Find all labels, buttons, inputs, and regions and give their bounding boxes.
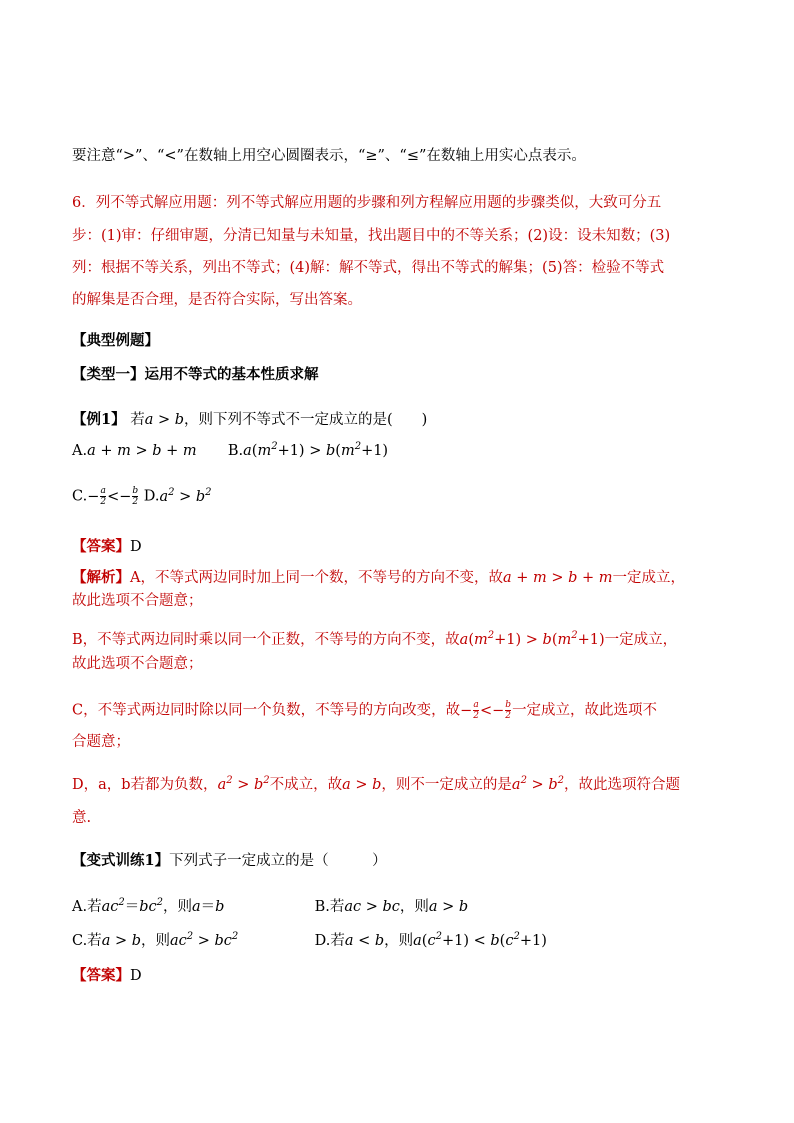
analysis-c-formula: − $\frac{a}{2}$ <− $\frac{b}{2}$ [460, 700, 512, 721]
analysis-c-text2: 一定成立，故此选项不 [512, 702, 658, 719]
example-1-tag: 【例1】 [72, 411, 126, 428]
option-a-formula: a + m > b + m [87, 443, 197, 459]
para-line-4: 列：根据不等关系，列出不等式；(4)解：解不等式，得出不等式的解集；(5)答：检验不等式 [72, 260, 665, 276]
analysis-d-line1 [72, 775, 680, 795]
example-1-post: ，则下列不等式不一定成立的是( ) [184, 412, 428, 428]
para-line-5: 的解集是否合理，是否符合实际，写出答案。 [72, 292, 362, 308]
section-heading-examples: 【典型例题】 [72, 332, 159, 349]
analysis-a-line1 [72, 568, 685, 588]
gt-sign: > [153, 412, 175, 428]
option-b-formula: $a(m^2+1) > b(m^2+1)$ [243, 441, 389, 459]
analysis-c-line2: 合题意； [72, 734, 130, 750]
variant-option-c: C.若a > b，则$ac^2 > bc^2$ [72, 931, 239, 949]
analysis-c-line1 [72, 700, 657, 721]
answer-value: D [130, 539, 142, 555]
var-a: a [144, 412, 154, 428]
analysis-d-formula1: $a^2 > b^2$ [217, 775, 270, 793]
variant-label: 【变式训练1】 [72, 852, 170, 869]
variant-question: 下列式子一定成立的是（ ） [169, 853, 387, 869]
answer-label: 【答案】 [72, 538, 130, 555]
option-a-label: A. [72, 443, 88, 459]
variant-option-b: B.若ac > bc，则a > b [314, 899, 469, 915]
analysis-c-text: C，不等式两边同时除以同一个负数，不等号的方向改变，故 [72, 702, 461, 719]
answer-value: D [130, 968, 142, 984]
option-c-label: C. [72, 488, 88, 505]
analysis-d-text3: ，则不一定成立的是 [381, 777, 512, 793]
answer-2 [72, 966, 142, 986]
variant-option-a: A.若$ac^2=bc^2$，则a＝b [72, 897, 225, 915]
var-b: b [174, 412, 185, 428]
analysis-d-text4: ，故此选项符合题 [563, 777, 680, 793]
variant-1-question [72, 851, 387, 871]
analysis-label: 【解析】 [72, 569, 130, 586]
analysis-a-text2: 一定成立， [612, 570, 686, 586]
example-1-options-ab [72, 441, 388, 461]
analysis-d-text2: 不成立，故 [269, 777, 343, 793]
example-1-question [72, 410, 427, 430]
option-b-label: B. [227, 443, 244, 459]
analysis-b-formula: $a(m^2+1) > b(m^2+1)$ [459, 630, 605, 648]
analysis-d-text: D，a，b若都为负数， [72, 777, 218, 793]
analysis-b-text: B，不等式两边同时乘以同一个正数，不等号的方向不变，故 [72, 632, 460, 648]
analysis-a-text: A，不等式两边同时加上同一个数，不等号的方向不变，故 [130, 570, 503, 586]
analysis-b-text2: 一定成立， [604, 632, 678, 648]
example-1-pre: 若 [130, 412, 145, 428]
analysis-d-line2: 意. [72, 810, 92, 826]
analysis-d-formula3: $a^2 > b^2$ [511, 775, 564, 793]
option-d-label: D. [143, 488, 160, 505]
para-line-1: 要注意“>”、“<”在数轴上用空心圆圈表示，“≥”、“≤”在数轴上用实心点表示。 [72, 148, 586, 164]
analysis-b-line2: 故此选项不合题意； [72, 656, 203, 672]
answer-1 [72, 537, 142, 557]
analysis-a-line2: 故此选项不合题意； [72, 593, 203, 609]
option-c-formula: − $\frac{a}{2}$ <− $\frac{b}{2}$ [87, 486, 139, 507]
variant-options-cd [72, 931, 547, 951]
para-line-2: 6．列不等式解应用题：列不等式解应用题的步骤和列方程解应用题的步骤类似，大致可分五 [72, 195, 662, 211]
section-heading-type1: 【类型一】运用不等式的基本性质求解 [72, 366, 319, 383]
variant-options-ab [72, 897, 468, 917]
option-d-formula: $a^2 > b^2$ [159, 486, 212, 505]
analysis-d-formula2: a > b [342, 777, 382, 793]
answer-label: 【答案】 [72, 967, 130, 984]
analysis-a-formula: a + m > b + m [502, 570, 613, 586]
analysis-b-line1 [72, 630, 677, 650]
example-1-options-cd [72, 486, 212, 507]
para-line-3: 步：(1)审：仔细审题，分清已知量与未知量，找出题目中的不等关系；(2)设：设未知数；(3) [72, 228, 671, 244]
variant-option-d: D.若a < b，则$a(c^2+1) < b(c^2+1)$ [314, 931, 547, 949]
